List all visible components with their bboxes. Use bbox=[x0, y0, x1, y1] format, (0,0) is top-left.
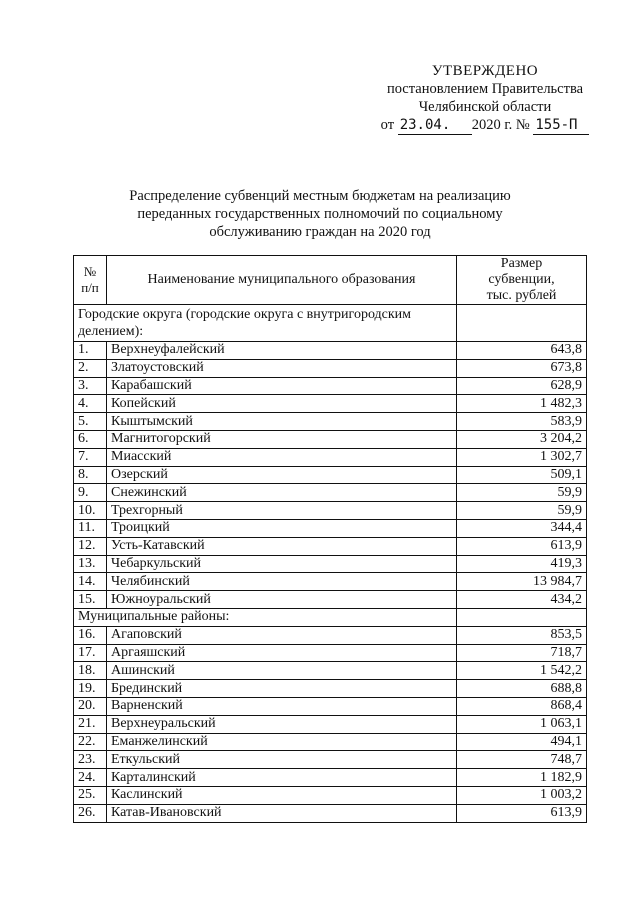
row-amount: 419,3 bbox=[457, 555, 587, 573]
row-name: Магнитогорский bbox=[107, 430, 457, 448]
header-amount-line-2: субвенции, bbox=[488, 272, 555, 287]
approval-line-1: постановлением Правительства bbox=[386, 81, 584, 97]
row-amount: 59,9 bbox=[457, 484, 587, 502]
row-amount: 613,9 bbox=[457, 804, 587, 822]
row-number: 21. bbox=[74, 715, 107, 733]
header-name: Наименование муниципального образования bbox=[107, 256, 457, 305]
table-row bbox=[74, 395, 587, 413]
row-name: Верхнеуральский bbox=[107, 715, 457, 733]
table-row bbox=[74, 644, 587, 662]
row-name: Челябинский bbox=[107, 573, 457, 591]
table-row bbox=[74, 502, 587, 520]
title-line-1: Распределение субвенций местным бюджетам на реализацию bbox=[129, 188, 511, 204]
row-name: Южноуральский bbox=[107, 591, 457, 609]
approval-number: 155-П bbox=[533, 116, 589, 135]
row-number: 2. bbox=[74, 359, 107, 377]
approval-heading: УТВЕРЖДЕНО bbox=[431, 63, 539, 79]
table-row bbox=[74, 662, 587, 680]
row-amount: 434,2 bbox=[457, 591, 587, 609]
row-name: Карталинский bbox=[107, 769, 457, 787]
approval-line-2: Челябинской области bbox=[418, 99, 552, 115]
row-amount: 583,9 bbox=[457, 413, 587, 431]
row-amount: 748,7 bbox=[457, 751, 587, 769]
title-line-2: переданных государственных полномочий по социальному bbox=[137, 206, 503, 222]
row-amount: 509,1 bbox=[457, 466, 587, 484]
section-row-city-districts bbox=[74, 305, 587, 342]
table-row bbox=[74, 342, 587, 360]
row-number: 5. bbox=[74, 413, 107, 431]
row-amount: 3 204,2 bbox=[457, 430, 587, 448]
approval-date: 23.04. bbox=[398, 116, 472, 135]
row-amount: 1 482,3 bbox=[457, 395, 587, 413]
row-amount: 853,5 bbox=[457, 626, 587, 644]
row-number: 9. bbox=[74, 484, 107, 502]
header-number-line-2: п/п bbox=[81, 280, 99, 295]
table-row bbox=[74, 466, 587, 484]
table-row bbox=[74, 786, 587, 804]
table-row bbox=[74, 359, 587, 377]
approval-from: от bbox=[380, 117, 395, 133]
document-title bbox=[100, 187, 540, 241]
row-name: Карабашский bbox=[107, 377, 457, 395]
row-number: 3. bbox=[74, 377, 107, 395]
table-row bbox=[74, 715, 587, 733]
table-row bbox=[74, 573, 587, 591]
row-name: Еткульский bbox=[107, 751, 457, 769]
row-number: 6. bbox=[74, 430, 107, 448]
section-row-municipal-districts bbox=[74, 608, 587, 626]
approval-block bbox=[360, 62, 610, 135]
row-name: Аргаяшский bbox=[107, 644, 457, 662]
row-name: Озерский bbox=[107, 466, 457, 484]
row-number: 22. bbox=[74, 733, 107, 751]
section-label bbox=[74, 305, 457, 342]
row-number: 25. bbox=[74, 786, 107, 804]
row-number: 15. bbox=[74, 591, 107, 609]
row-amount: 1 063,1 bbox=[457, 715, 587, 733]
section-empty-cell bbox=[457, 305, 587, 342]
table-row bbox=[74, 430, 587, 448]
row-name: Снежинский bbox=[107, 484, 457, 502]
title-line-3: обслуживанию граждан на 2020 год bbox=[209, 224, 431, 240]
table-row bbox=[74, 804, 587, 822]
table-row bbox=[74, 484, 587, 502]
row-name: Брединский bbox=[107, 680, 457, 698]
table-row bbox=[74, 377, 587, 395]
table-row bbox=[74, 680, 587, 698]
subsidy-table bbox=[73, 255, 587, 823]
row-name: Ашинский bbox=[107, 662, 457, 680]
row-number: 10. bbox=[74, 502, 107, 520]
table-row bbox=[74, 537, 587, 555]
row-number: 20. bbox=[74, 697, 107, 715]
section-label: Муниципальные районы: bbox=[74, 608, 457, 626]
section-empty-cell bbox=[457, 608, 587, 626]
row-number: 18. bbox=[74, 662, 107, 680]
row-name: Копейский bbox=[107, 395, 457, 413]
row-number: 13. bbox=[74, 555, 107, 573]
row-name: Чебаркульский bbox=[107, 555, 457, 573]
row-name: Верхнеуфалейский bbox=[107, 342, 457, 360]
section-label-line-2: делением): bbox=[78, 324, 144, 339]
row-amount: 59,9 bbox=[457, 502, 587, 520]
table-row bbox=[74, 413, 587, 431]
table-row bbox=[74, 751, 587, 769]
row-number: 16. bbox=[74, 626, 107, 644]
row-amount: 613,9 bbox=[457, 537, 587, 555]
header-amount-line-1: Размер bbox=[500, 256, 543, 271]
header-number-line-1: № bbox=[83, 264, 97, 279]
row-number: 24. bbox=[74, 769, 107, 787]
row-amount: 673,8 bbox=[457, 359, 587, 377]
row-number: 8. bbox=[74, 466, 107, 484]
row-number: 17. bbox=[74, 644, 107, 662]
row-amount: 1 003,2 bbox=[457, 786, 587, 804]
row-amount: 1 182,9 bbox=[457, 769, 587, 787]
row-name: Златоустовский bbox=[107, 359, 457, 377]
row-amount: 1 542,2 bbox=[457, 662, 587, 680]
row-amount: 643,8 bbox=[457, 342, 587, 360]
row-number: 14. bbox=[74, 573, 107, 591]
table-row bbox=[74, 591, 587, 609]
header-number bbox=[74, 256, 107, 305]
section-label-line-1: Городские округа (городские округа с внутригородским bbox=[78, 307, 412, 322]
row-number: 1. bbox=[74, 342, 107, 360]
row-name: Миасский bbox=[107, 448, 457, 466]
row-amount: 494,1 bbox=[457, 733, 587, 751]
table-row bbox=[74, 733, 587, 751]
table-row bbox=[74, 555, 587, 573]
row-amount: 718,7 bbox=[457, 644, 587, 662]
header-amount-line-3: тыс. рублей bbox=[486, 288, 557, 303]
row-amount: 628,9 bbox=[457, 377, 587, 395]
table-row bbox=[74, 769, 587, 787]
table-row bbox=[74, 448, 587, 466]
row-name: Варненский bbox=[107, 697, 457, 715]
row-number: 23. bbox=[74, 751, 107, 769]
table-row bbox=[74, 626, 587, 644]
row-number: 7. bbox=[74, 448, 107, 466]
table-row bbox=[74, 697, 587, 715]
row-number: 12. bbox=[74, 537, 107, 555]
row-name: Катав-Ивановский bbox=[107, 804, 457, 822]
row-name: Агаповский bbox=[107, 626, 457, 644]
row-number: 26. bbox=[74, 804, 107, 822]
row-amount: 344,4 bbox=[457, 519, 587, 537]
row-amount: 688,8 bbox=[457, 680, 587, 698]
row-amount: 13 984,7 bbox=[457, 573, 587, 591]
row-number: 11. bbox=[74, 519, 107, 537]
row-number: 19. bbox=[74, 680, 107, 698]
approval-date-line bbox=[360, 116, 610, 135]
row-name: Трехгорный bbox=[107, 502, 457, 520]
row-name: Троицкий bbox=[107, 519, 457, 537]
row-number: 4. bbox=[74, 395, 107, 413]
table-row bbox=[74, 519, 587, 537]
row-name: Еманжелинский bbox=[107, 733, 457, 751]
approval-year: 2020 г. № bbox=[471, 117, 530, 133]
table-header-row bbox=[74, 256, 587, 305]
header-amount bbox=[457, 256, 587, 305]
row-amount: 1 302,7 bbox=[457, 448, 587, 466]
row-amount: 868,4 bbox=[457, 697, 587, 715]
row-name: Каслинский bbox=[107, 786, 457, 804]
row-name: Кыштымский bbox=[107, 413, 457, 431]
row-name: Усть-Катавский bbox=[107, 537, 457, 555]
